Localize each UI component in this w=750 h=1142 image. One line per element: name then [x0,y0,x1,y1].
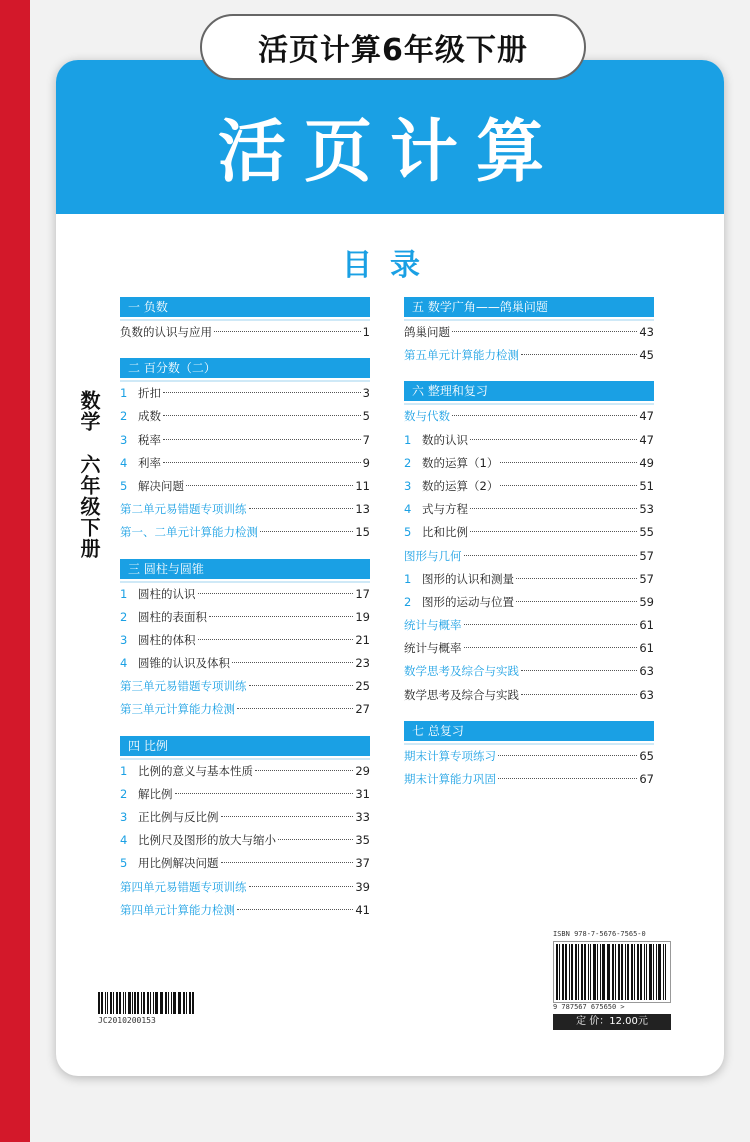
leader-dots [500,462,637,463]
entry-number: 3 [120,432,128,447]
toc-entry [120,829,370,852]
red-edge-strip [0,0,30,1142]
leader-dots [175,793,354,794]
toc-entry [120,452,370,475]
toc-entry [120,652,370,675]
section-heading: 二 百分数（二） [120,358,370,378]
entry-page: 1 [362,325,370,339]
entry-number: 4 [404,502,412,517]
entry-number: 4 [120,656,128,671]
product-code-block [98,992,196,1025]
entry-label: 第五单元计算能力检测 [404,348,519,363]
entry-label: 统计与概率 [404,641,462,656]
leader-dots [516,601,637,602]
barcode-bar [123,992,124,1014]
entry-page: 47 [639,432,654,447]
entry-label: 负数的认识与应用 [120,325,212,339]
toc-entry [120,899,370,922]
barcode-bar [116,992,118,1014]
entry-label: 第一、二单元计算能力检测 [120,525,258,540]
toc-entry [404,660,654,683]
barcode-bar [189,992,191,1014]
entry-label: 图形的运动与位置 [422,594,514,609]
leader-dots [249,685,354,686]
isbn-barcode-block [553,930,671,1036]
toc-entry [404,545,654,568]
toc-entry [120,698,370,721]
entry-page: 51 [639,478,654,493]
product-barcode [98,992,196,1014]
barcode-bar [141,992,142,1014]
entry-page: 11 [355,478,370,493]
barcode-bar [602,944,604,1000]
entry-number: 5 [404,525,412,540]
section-heading: 三 圆柱与圆锥 [120,559,370,579]
barcode-bar [590,944,592,1000]
barcode-bar [113,992,114,1014]
leader-dots [249,886,354,887]
entry-number: 1 [120,386,128,401]
barcode-bar [634,944,635,1000]
barcode-bar [160,992,161,1014]
toc-entry [404,521,654,544]
entry-label: 图形与几何 [404,548,462,563]
leader-dots [464,624,638,625]
entry-label: 解比例 [138,786,173,801]
toc-entry [120,675,370,698]
entry-label: 第四单元计算能力检测 [120,902,235,917]
leader-dots [521,354,637,355]
entry-label: 数的认识 [422,432,468,447]
section-heading: 一 负数 [120,297,370,317]
side-subject: 数学 [77,390,101,432]
entry-page: 53 [639,502,654,517]
leader-dots [221,862,354,863]
toc-entry [120,521,370,544]
entry-page: 45 [639,348,654,363]
entry-label: 圆锥的认识及体积 [138,656,230,671]
toc-entry [120,760,370,783]
entry-number: 2 [120,609,128,624]
section-heading: 六 整理和复习 [404,381,654,401]
entry-label: 期末计算专项练习 [404,748,496,763]
entry-label: 解决问题 [138,478,184,493]
leader-dots [452,331,637,332]
isbn-text: ISBN 978-7-5676-7565-0 [553,930,646,938]
entry-page: 43 [639,325,654,339]
entry-page: 39 [355,879,370,894]
toc-entry [404,614,654,637]
toc-entry [120,806,370,829]
entry-label: 比例尺及图形的放大与缩小 [138,833,276,848]
entry-label: 圆柱的表面积 [138,609,207,624]
entry-label: 利率 [138,455,161,470]
entry-label: 统计与概率 [404,618,462,633]
leader-dots [214,331,361,332]
entry-page: 13 [355,502,370,517]
leader-dots [470,531,637,532]
entry-label: 第三单元易错题专项训练 [120,679,247,694]
entry-label: 用比例解决问题 [138,856,219,871]
leader-dots [516,578,637,579]
toc-entry [404,591,654,614]
toc-left-column [120,297,370,922]
entry-label: 税率 [138,432,161,447]
toc-entry [404,637,654,660]
toc-entry [120,382,370,405]
entry-label: 式与方程 [422,502,468,517]
toc-entry [120,498,370,521]
leader-dots [163,462,361,463]
barcode-bar [615,944,616,1000]
entry-page: 55 [639,525,654,540]
leader-dots [470,439,637,440]
entry-label: 第二单元易错题专项训练 [120,502,247,517]
entry-label: 数的运算（2） [422,478,499,493]
barcode-bar [608,944,610,1000]
entry-label: 折扣 [138,386,161,401]
entry-number: 4 [120,455,128,470]
entry-label: 数与代数 [404,409,450,424]
leader-dots [464,647,638,648]
entry-page: 49 [639,455,654,470]
entry-page: 35 [355,833,370,848]
barcode-bar [621,944,623,1000]
barcode-bar [649,944,651,1000]
entry-label: 圆柱的认识 [138,586,196,601]
entry-page: 57 [639,548,654,563]
entry-number: 2 [120,409,128,424]
toc-entry [120,852,370,875]
entry-page: 67 [639,772,654,786]
barcode-bar [644,944,645,1000]
entry-page: 65 [639,748,654,763]
leader-dots [232,662,353,663]
banner-title: 活页计算6年级下册 [200,14,586,80]
barcode-bar [571,944,573,1000]
section-heading: 五 数学广角——鸽巢问题 [404,297,654,317]
toc-entry [404,452,654,475]
entry-number: 5 [120,856,128,871]
barcode-bar [653,944,654,1000]
barcode-bar [612,944,614,1000]
leader-dots [521,694,637,695]
entry-number: 2 [404,455,412,470]
barcode-bar [593,944,595,1000]
barcode-bar [578,944,579,1000]
leader-dots [260,531,353,532]
barcode-bar [600,944,602,1000]
toc-entry [404,684,654,707]
entry-label: 比例的意义与基本性质 [138,763,253,778]
barcode-bar [581,944,583,1000]
toc-entry [404,429,654,452]
entry-number: 3 [120,632,128,647]
barcode-bar [150,992,151,1014]
barcode-bar [183,992,185,1014]
barcode-bar [607,944,608,1000]
toc-entry [120,629,370,652]
barcode-bar [137,992,139,1014]
entry-page: 63 [639,687,654,702]
leader-dots [500,485,637,486]
toc-entry [404,475,654,498]
entry-page: 17 [355,586,370,601]
toc-entry [404,568,654,591]
barcode-bar [132,992,133,1014]
toc-entry [120,405,370,428]
side-grade: 六年级下册 [77,454,101,559]
toc-entry [120,583,370,606]
barcode-bar [98,992,100,1014]
entry-label: 第四单元易错题专项训练 [120,879,247,894]
toc-entry [404,321,654,344]
isbn-digits: 9 787567 675650 > [553,1003,625,1011]
barcode-bar [143,992,145,1014]
entry-page: 5 [362,409,370,424]
side-label [74,390,104,559]
entry-label: 期末计算能力巩固 [404,772,496,786]
barcode-bar [153,992,155,1014]
toc-entry [404,498,654,521]
leader-dots [221,816,354,817]
entry-number: 1 [404,571,412,586]
barcode-bar [110,992,112,1014]
section-heading: 四 比例 [120,736,370,756]
barcode-bar [178,992,179,1014]
toc-entry [404,768,654,791]
barcode-bar [663,944,664,1000]
entry-label: 成数 [138,409,161,424]
barcode-bar [618,944,620,1000]
entry-page: 25 [355,679,370,694]
barcode-bar [565,944,567,1000]
entry-page: 7 [362,432,370,447]
leader-dots [498,778,637,779]
entry-number: 1 [404,432,412,447]
barcode-bar [627,944,629,1000]
entry-page: 33 [355,810,370,824]
entry-number: 2 [120,786,128,801]
barcode-bar [168,992,169,1014]
toc-entry [120,783,370,806]
toc-entry [120,876,370,899]
barcode-bar [584,944,586,1000]
entry-label: 数学思考及综合与实践 [404,687,519,702]
entry-label: 图形的认识和测量 [422,571,514,586]
leader-dots [163,415,361,416]
barcode-bar [155,992,157,1014]
entry-page: 57 [639,571,654,586]
entry-label: 圆柱的体积 [138,632,196,647]
section-heading: 七 总复习 [404,721,654,741]
leader-dots [470,508,637,509]
entry-label: 比和比例 [422,525,468,540]
leader-dots [255,770,353,771]
entry-label: 鸽巢问题 [404,325,450,339]
entry-page: 19 [355,609,370,624]
toc-right-column [404,297,654,791]
entry-number: 2 [404,594,412,609]
leader-dots [198,639,354,640]
barcode-bar [107,992,109,1014]
entry-number: 5 [120,478,128,493]
barcode-bar [637,944,639,1000]
barcode-bar [165,992,167,1014]
barcode-bar [171,992,173,1014]
barcode-bar [575,944,577,1000]
entry-number: 1 [120,763,128,778]
barcode-bar [179,992,181,1014]
barcode-bar [147,992,149,1014]
leader-dots [452,415,637,416]
entry-number: 1 [120,586,128,601]
barcode-bar [128,992,130,1014]
toc-entry [120,475,370,498]
header-band [56,60,724,214]
barcode-bar [640,944,642,1000]
barcode-bar [597,944,598,1000]
toc-entry [404,745,654,768]
entry-page: 31 [355,786,370,801]
barcode-bar [119,992,121,1014]
entry-page: 21 [355,632,370,647]
barcode-bar [192,992,194,1014]
leader-dots [163,392,361,393]
entry-number: 3 [120,810,128,824]
entry-number: 4 [120,833,128,848]
entry-page: 47 [639,409,654,424]
leader-dots [186,485,353,486]
isbn-barcode [553,941,671,1003]
barcode-bar [665,944,667,1000]
entry-page: 37 [355,856,370,871]
entry-page: 59 [639,594,654,609]
leader-dots [209,616,353,617]
entry-label: 数学思考及综合与实践 [404,664,519,679]
leader-dots [278,839,353,840]
barcode-bar [161,992,163,1014]
product-code: JC2010200153 [98,1016,156,1025]
leader-dots [249,508,354,509]
leader-dots [237,708,353,709]
leader-dots [498,755,637,756]
barcode-bar [559,944,560,1000]
barcode-bar [625,944,626,1000]
leader-dots [163,439,361,440]
barcode-bar [631,944,633,1000]
entry-page: 27 [355,702,370,717]
toc-entry [120,606,370,629]
toc-entry [404,344,654,367]
barcode-bar [173,992,175,1014]
toc-title: 目录 [342,248,438,283]
toc-entry [120,321,370,344]
barcode-bar [134,992,136,1014]
entry-page: 29 [355,763,370,778]
barcode-bar [588,944,589,1000]
leader-dots [464,555,638,556]
barcode-bar [658,944,660,1000]
entry-number: 3 [404,478,412,493]
price-label: 定 价：12.00元 [553,1014,671,1030]
entry-page: 61 [639,618,654,633]
barcode-bar [556,944,558,1000]
entry-page: 41 [355,902,370,917]
barcode-bar [656,944,658,1000]
leader-dots [237,909,353,910]
barcode-bar [646,944,648,1000]
leader-dots [198,593,354,594]
leader-dots [521,670,637,671]
toc-entry [120,429,370,452]
entry-label: 正比例与反比例 [138,810,219,824]
barcode-bar [105,992,106,1014]
entry-page: 9 [362,455,370,470]
entry-label: 第三单元计算能力检测 [120,702,235,717]
entry-page: 61 [639,641,654,656]
entry-page: 3 [362,386,370,401]
toc-entry [404,405,654,428]
barcode-bar [569,944,570,1000]
entry-label: 数的运算（1） [422,455,499,470]
entry-page: 63 [639,664,654,679]
entry-page: 15 [355,525,370,540]
entry-page: 23 [355,656,370,671]
barcode-bar [125,992,127,1014]
main-title: 活页计算 [217,113,562,192]
barcode-bar [562,944,564,1000]
barcode-bar [186,992,187,1014]
barcode-bar [101,992,103,1014]
